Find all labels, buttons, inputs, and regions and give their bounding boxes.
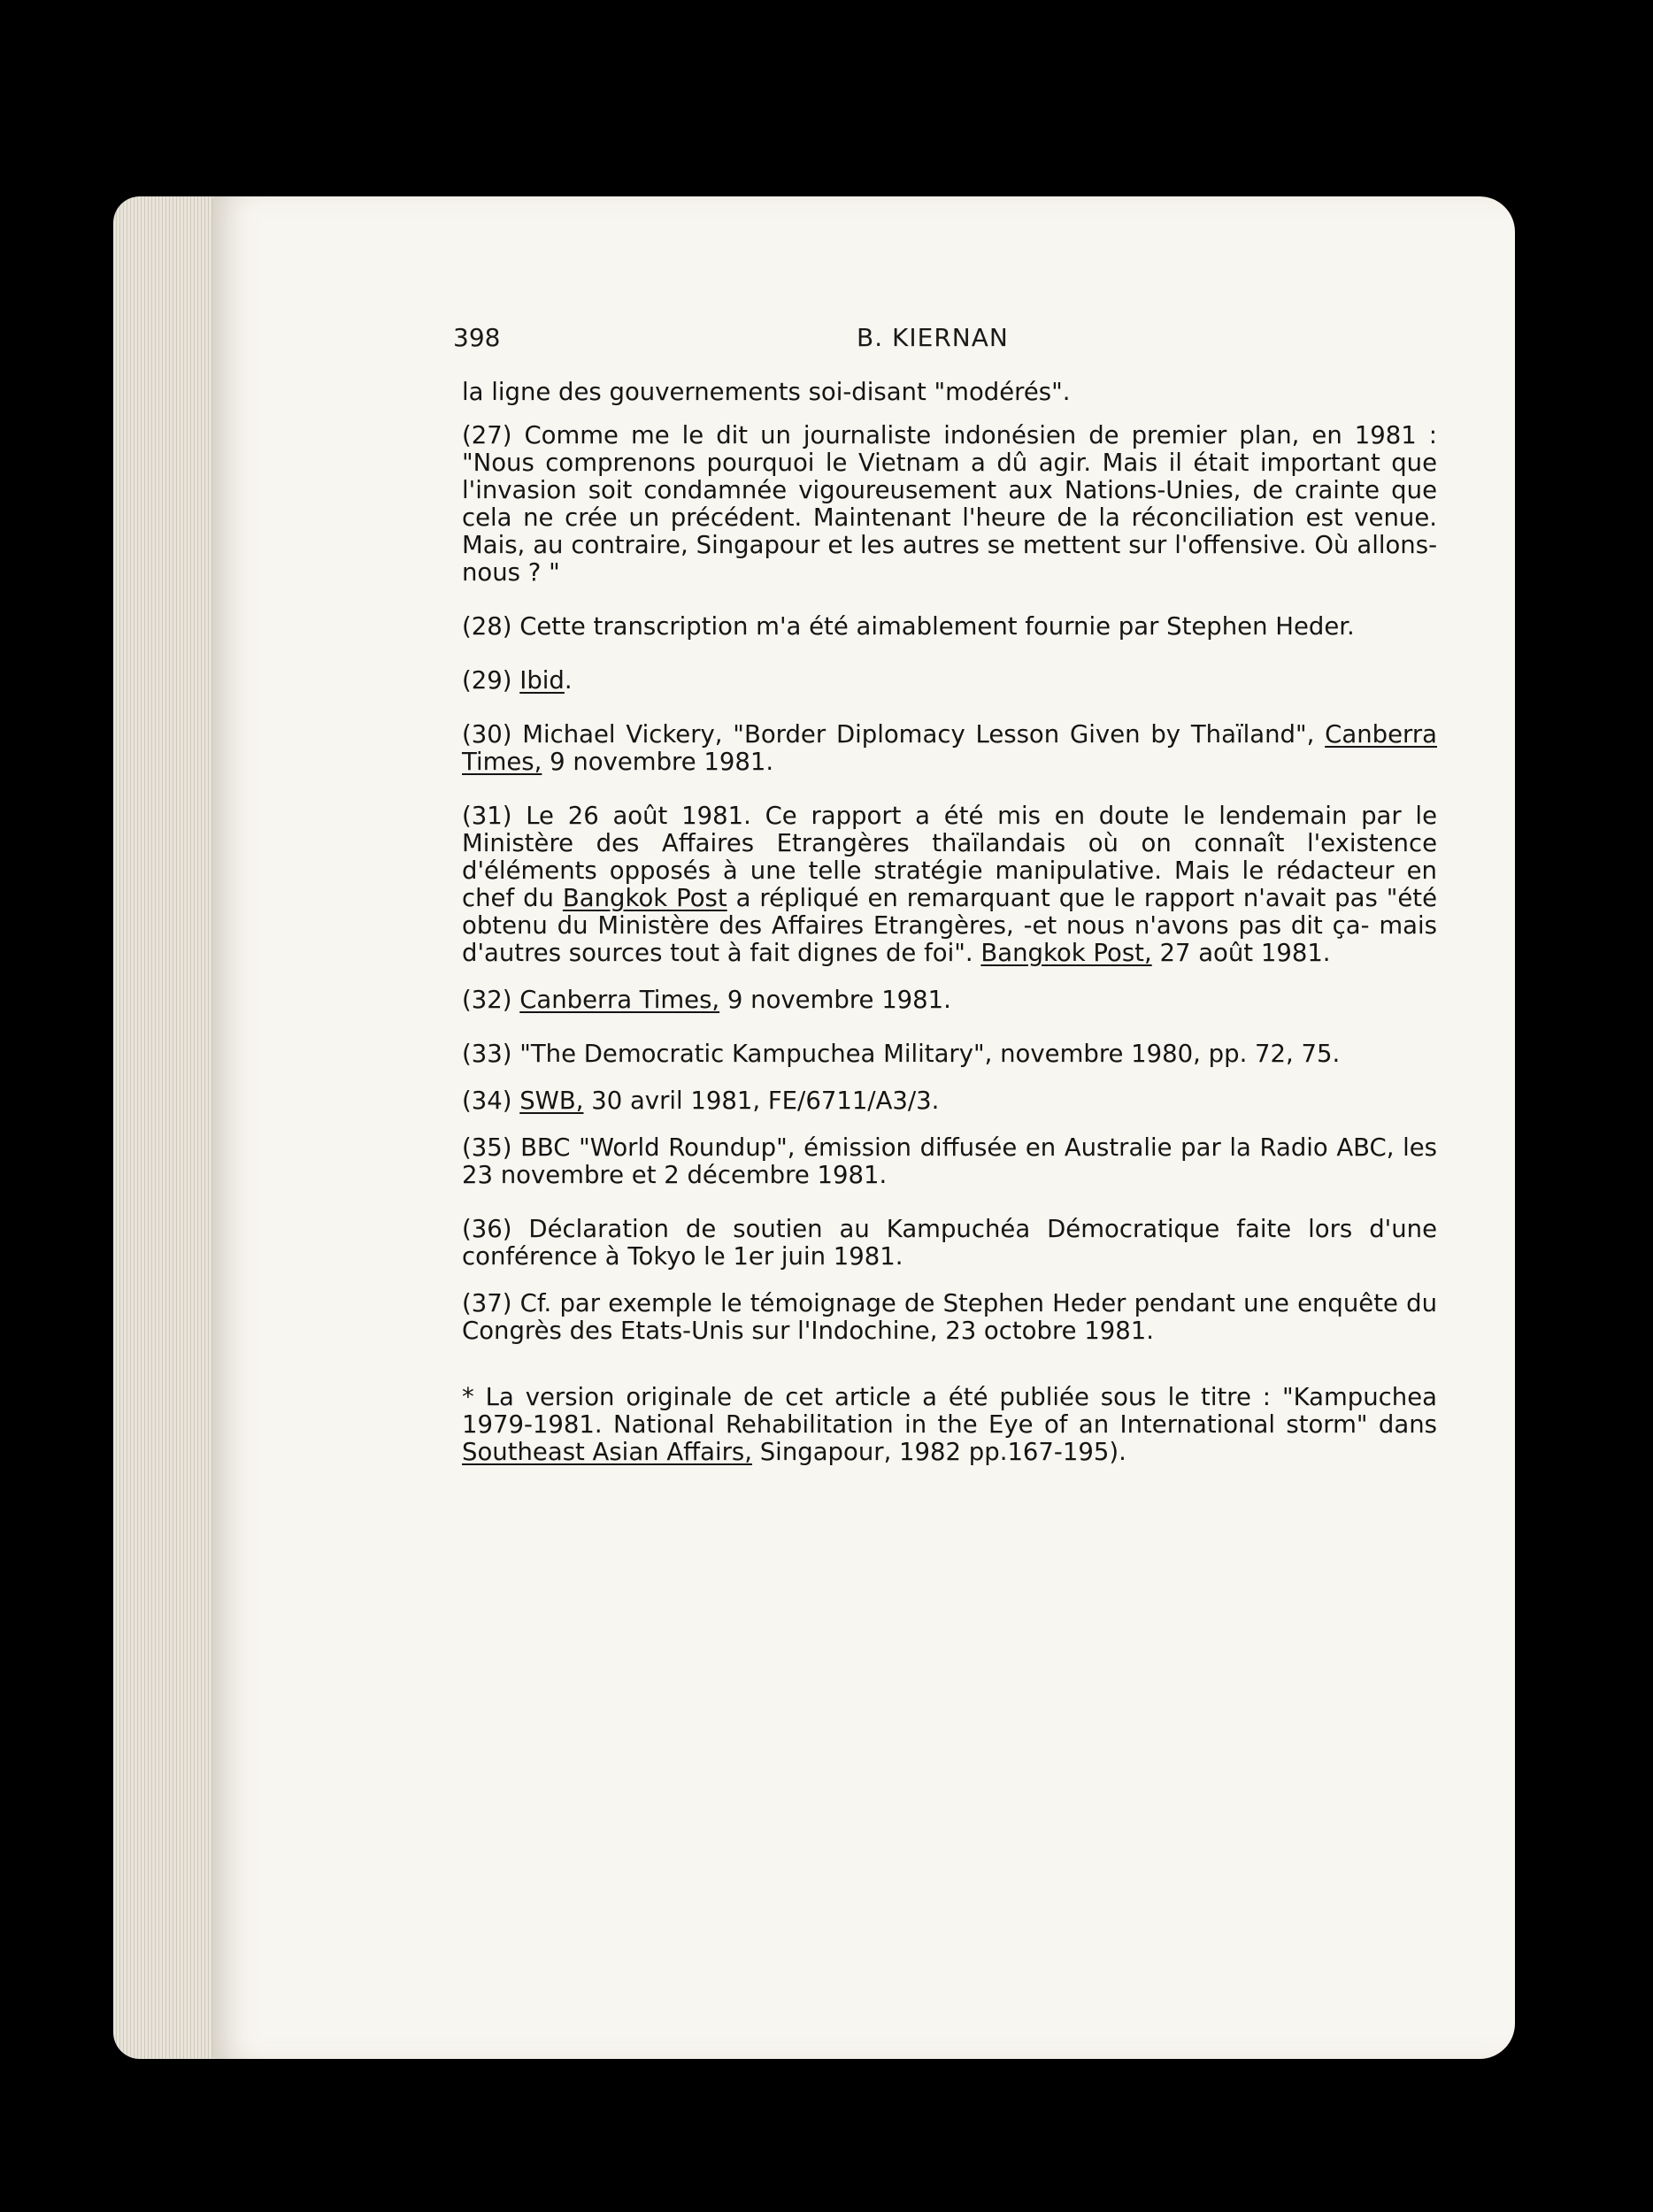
note-30-prefix: (30) Michael Vickery, "Border Diplomacy Lesson Given by Thaïland", [462, 720, 1326, 749]
publication-note-part2: Singapour, 1982 pp.167-195). [751, 1438, 1126, 1466]
note-31-part3: 27 août 1981. [1151, 939, 1331, 967]
note-31-source1: Bangkok Post [562, 884, 727, 912]
note-34-source: SWB, [519, 1087, 584, 1115]
intro-line: la ligne des gouvernements soi-disant "modérés". [462, 378, 1071, 406]
note-32-source: Canberra Times, [519, 986, 720, 1014]
note-32-suffix: 9 novembre 1981. [719, 986, 951, 1014]
note-34 [462, 1087, 1437, 1115]
note-31-part2: a répliqué en remarquant que le rapport n'avait pas "été obtenu du Ministère des Affaires Etrangères, -et nous n'avons pas dit ça- mais d'autres sources tout à fait dignes de foi". [462, 884, 1437, 967]
note-29-prefix: (29) [462, 666, 520, 695]
publication-note [462, 1384, 1437, 1466]
note-28: (28) Cette transcription m'a été aimablement fournie par Stephen Heder. [462, 612, 1355, 641]
note-31 [462, 803, 1437, 967]
note-27: (27) Comme me le dit un journaliste indonésien de premier plan, en 1981 : "Nous comprenons pourquoi le Vietnam a dû agir. Mais il était important que l'invasion soit condamnée vigoureusement aux Nations-Unies, de crainte que cela ne crée un précédent. Maintenant l'heure de la réconciliation est venue. Mais, au contraire, Singapour et les autres se mettent sur l'offensive. Où allons-nous ? " [462, 421, 1437, 587]
note-32-prefix: (32) [462, 986, 520, 1014]
note-33: (33) "The Democratic Kampuchea Military", novembre 1980, pp. 72, 75. [462, 1040, 1341, 1068]
note-36: (36) Déclaration de soutien au Kampuchéa Démocratique faite lors d'une conférence à Tokyo le 1er juin 1981. [462, 1215, 1437, 1271]
publication-note-source: Southeast Asian Affairs, [462, 1438, 752, 1466]
publication-note-part1: * La version originale de cet article a été publiée sous le titre : "Kampuchea 1979-1981. National Rehabilitation in the Eye of an International storm" dans [462, 1383, 1437, 1439]
note-34-suffix: 30 avril 1981, FE/6711/A3/3. [583, 1087, 940, 1115]
note-34-prefix: (34) [462, 1087, 520, 1115]
running-head: B. KIERNAN [857, 323, 1009, 352]
page-header [0, 323, 1653, 358]
note-37: (37) Cf. par exemple le témoignage de Stephen Heder pendant une enquête du Congrès des Etats-Unis sur l'Indochine, 23 octobre 1981. [462, 1289, 1437, 1345]
note-30-suffix: 9 novembre 1981. [542, 748, 774, 776]
note-31-part1: (31) Le 26 août 1981. Ce rapport a été mis en doute le lendemain par le Ministère des Affaires Etrangères thaïlandais où on connaît l'existence d'éléments opposés à une telle stratégie manipulative. Mais le rédacteur en chef du [462, 802, 1437, 912]
note-29-suffix: . [564, 666, 573, 695]
note-31-source2: Bangkok Post, [980, 939, 1152, 967]
note-32 [462, 987, 1437, 1014]
page-number: 398 [453, 323, 501, 352]
note-35: (35) BBC "World Roundup", émission diffusée en Australie par la Radio ABC, les 23 novembre et 2 décembre 1981. [462, 1133, 1437, 1189]
note-29-source: Ibid [519, 666, 565, 695]
note-30-source: Canberra Times, [462, 720, 1437, 776]
note-30 [462, 721, 1437, 776]
notes-body [462, 379, 1437, 1486]
note-29 [462, 667, 1437, 695]
